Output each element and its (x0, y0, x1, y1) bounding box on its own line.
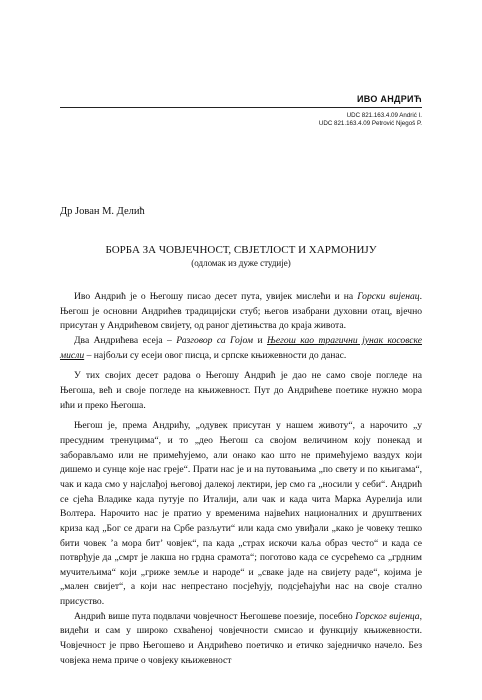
paragraph-5-text-c: , видећи и сам у широко схваћеној човјечности смисао и функцију књижевности. Човјечност је прво Његошево и Андрићево поетичко и етичко заједничко начело. Без човјека нема приче о човјеку књижевност (60, 610, 422, 666)
paragraph-2-text-c: и (253, 334, 267, 346)
paragraph-1-text-a: Иво Андрић је о Његошу писао десет пута, увијек мислећи и на (74, 291, 358, 302)
paragraph-2-text-a: Два Андрићева есеја – (74, 334, 177, 346)
paragraph-4: Његош је, према Андрићу, „одувек присутан у нашем животу“, а нарочито „у пресудним тренуцима“, и то „део Његош са својом величином коју понекад и заборављамо или не примећујемо, али онако као што не примећујемо ваздух који дишемо и сунце које нас греје“. Прати нас је и на путовањима „по свету и по књигама“, чак и када смо у најслађој његовој далекој лектири, јер смо га „носили у себи“. Андрић се сјећа Владике када путује по Италији, али чак и када чита Марка Аурелија или Волтера. Нарочито нас је пратио у временима највећих националних и друштвених криза кад „Бог се драги на Србе разљути“ или када смо увиђали „како је човеку тешко бити човек ’а мора бит’ човјек“, па када „страх искочи каља образ често“ и када се потврђује да „смрт је лакша но грдна срамота“; поготово када се сусрећемо са „грдним мучитељима“ који „гриже земље и народе“ и „сваке јаде на свијету раде“, којима је „мален свијет“, а који нас непрестано посјећују, подсјећајући нас на своје стално присуство. (60, 420, 422, 608)
header-rule (60, 107, 422, 108)
udc-line-1: UDC 821.163.4.09 Andrić I. (346, 112, 422, 119)
article-body (60, 290, 422, 668)
paragraph-2-italic-title-1: Разговор са Гојом (176, 334, 254, 346)
article-subtitle: (одломак из дуже студије) (191, 258, 291, 268)
paragraph-2 (60, 334, 422, 363)
paragraph-1-italic-title: Горски вијенац (357, 291, 420, 302)
author-name: Др Јован М. Делић (60, 206, 145, 217)
running-title: ИВО АНДРИЋ (356, 94, 422, 104)
paragraph-2-italic-title-2: Његош као трагични јунак косовске мисли (60, 334, 422, 361)
paragraph-1 (60, 290, 422, 334)
paragraph-5-italic-title: Горског вијенца (355, 610, 420, 622)
article-title: БОРБА ЗА ЧОВЈЕЧНОСТ, СВЈЕТЛОСТ И ХАРМОНИЈУ (105, 244, 377, 256)
paragraph-3: У тих својих десет радова о Његошу Андрић је дао не само своје погледе на Његоша, већ и своје погледе на књижевност. Пут до Андрићеве поетике нужно мора ићи и преко Његоша. (60, 370, 422, 411)
udc-line-2: UDC 821.163.4.09 Petrović Njegoš P. (318, 120, 422, 127)
paragraph-2-text-e: – најбољи су есеји овог писца, и српске књижевности до данас. (84, 349, 347, 361)
paragraph-1-text-c: . Његош је основни Андрићев традицијски стуб; његов изабрани духовни отац, вјечно присутан у Андрићевом свијету, од раног дјетињства до краја живота. (60, 291, 423, 332)
paragraph-5-text-a: Андрић више пута подвлачи човјечност Његошеве поезије, посебно (74, 610, 356, 622)
paragraph-5 (60, 610, 422, 669)
